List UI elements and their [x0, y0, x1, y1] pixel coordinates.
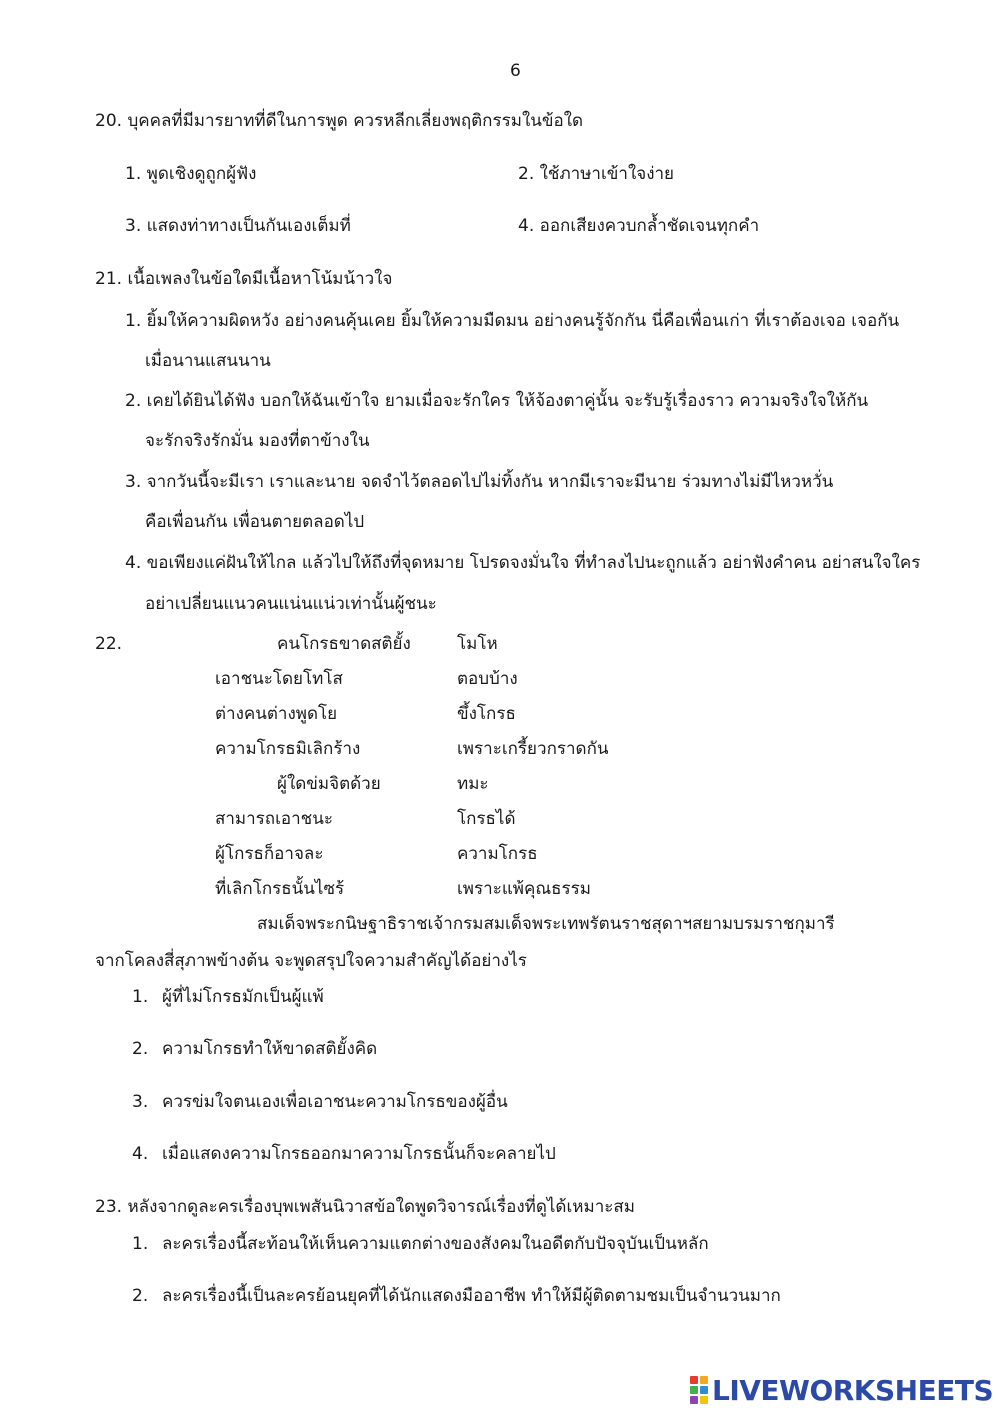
- poem-left-7: ผู้โกรธก็อาจละ: [215, 844, 324, 864]
- q20-question: 20. บุคคลที่มีมารยาทที่ดีในการพูด ควรหลีกเลี่ยงพฤติกรรมในข้อใด: [95, 111, 584, 131]
- liveworksheets-logo-text: LIVEWORKSHEETS: [712, 1373, 994, 1407]
- q23-option-1-num: 1.: [132, 1234, 149, 1254]
- q22-option-4[interactable]: เมื่อแสดงความโกรธออกมาความโกรธนั้นก็จะคลายไป: [162, 1144, 556, 1164]
- poem-attribution: สมเด็จพระกนิษฐาธิราชเจ้ากรมสมเด็จพระเทพรัตนราชสุดาฯสยามบรมราชกุมารี: [257, 914, 835, 934]
- q21-option-2-cont: จะรักจริงรักมั่น มองที่ตาข้างใน: [145, 431, 370, 451]
- logo-block-4: [700, 1386, 708, 1394]
- page-number: 6: [510, 61, 521, 81]
- poem-right-7: ความโกรธ: [457, 844, 538, 864]
- poem-left-1: คนโกรธขาดสติยั้ง: [277, 634, 411, 654]
- q21-option-1[interactable]: 1. ยิ้มให้ความผิดหวัง อย่างคนคุ้นเคย ยิ้มให้ความมืดมน อย่างคนรู้จักกัน นี่คือเพื่อนเก่า ที่เราต้องเจอ เจอกัน: [125, 311, 900, 331]
- q20-option-4[interactable]: 4. ออกเสียงควบกล้ำชัดเจนทุกคำ: [518, 216, 760, 236]
- poem-right-3: ขึ้งโกรธ: [457, 704, 516, 724]
- poem-right-4: เพราะเกรี้ยวกราดกัน: [457, 739, 609, 759]
- poem-left-8: ที่เลิกโกรธนั้นไซร้: [215, 879, 345, 899]
- poem-left-6: สามารถเอาชนะ: [215, 809, 333, 829]
- logo-block-3: [690, 1386, 698, 1394]
- q21-option-3-cont: คือเพื่อนกัน เพื่อนตายตลอดไป: [145, 512, 365, 532]
- liveworksheets-logo[interactable]: [690, 1372, 993, 1408]
- q23-option-2[interactable]: ละครเรื่องนี้เป็นละครย้อนยุคที่ได้นักแสดงมืออาชีพ ทำให้มีผู้ติดตามชมเป็นจำนวนมาก: [162, 1286, 781, 1306]
- q21-option-4[interactable]: 4. ขอเพียงแค่ฝันให้ไกล แล้วไปให้ถึงที่จุดหมาย โปรดจงมั่นใจ ที่ทำลงไปนะถูกแล้ว อย่าฟังคำคน อย่าสนใจใคร: [125, 553, 921, 573]
- q22-option-2[interactable]: ความโกรธทำให้ขาดสติยั้งคิด: [162, 1039, 378, 1059]
- poem-left-4: ความโกรธมิเลิกร้าง: [215, 739, 361, 759]
- q20-option-2[interactable]: 2. ใช้ภาษาเข้าใจง่าย: [518, 164, 675, 184]
- q21-question: 21. เนื้อเพลงในข้อใดมีเนื้อหาโน้มน้าวใจ: [95, 269, 393, 289]
- poem-right-2: ตอบบ้าง: [457, 669, 518, 689]
- q22-option-1-num: 1.: [132, 987, 149, 1007]
- q21-option-4-cont: อย่าเปลี่ยนแนวคนแน่นแน่วเท่านั้นผู้ชนะ: [145, 594, 437, 614]
- logo-block-2: [700, 1376, 708, 1384]
- q22-option-4-num: 4.: [132, 1144, 149, 1164]
- q20-option-1[interactable]: 1. พูดเชิงดูถูกผู้ฟัง: [125, 164, 257, 184]
- poem-right-1: โมโห: [457, 634, 498, 654]
- q21-option-1-cont: เมื่อนานแสนนาน: [145, 351, 271, 371]
- q21-option-3[interactable]: 3. จากวันนี้จะมีเรา เราและนาย จดจำไว้ตลอดไปไม่ทิ้งกัน หากมีเราจะมีนาย ร่วมทางไม่มีไหวหวั่น: [125, 472, 834, 492]
- liveworksheets-logo-icon: [690, 1376, 708, 1404]
- logo-block-5: [690, 1396, 698, 1404]
- q22-option-1[interactable]: ผู้ที่ไม่โกรธมักเป็นผู้แพ้: [162, 987, 324, 1007]
- poem-right-6: โกรธได้: [457, 809, 516, 829]
- q21-option-2[interactable]: 2. เคยได้ยินได้ฟัง บอกให้ฉันเข้าใจ ยามเมื่อจะรักใคร ให้จ้องตาคู่นั้น จะรับรู้เรื่องราว ความจริงใจให้กัน: [125, 391, 869, 411]
- q22-option-2-num: 2.: [132, 1039, 149, 1059]
- q22-option-3[interactable]: ควรข่มใจตนเองเพื่อเอาชนะความโกรธของผู้อื่น: [162, 1092, 508, 1112]
- q23-question: 23. หลังจากดูละครเรื่องบุพเพสันนิวาสข้อใดพูดวิจารณ์เรื่องที่ดูได้เหมาะสม: [95, 1197, 635, 1217]
- q23-option-2-num: 2.: [132, 1286, 149, 1306]
- poem-right-5: ทมะ: [457, 774, 489, 794]
- poem-left-5: ผู้ใดข่มจิตด้วย: [277, 774, 381, 794]
- q23-option-1[interactable]: ละครเรื่องนี้สะท้อนให้เห็นความแตกต่างของสังคมในอดีตกับปัจจุบันเป็นหลัก: [162, 1234, 709, 1254]
- q22-option-3-num: 3.: [132, 1092, 149, 1112]
- poem-right-8: เพราะแพ้คุณธรรม: [457, 879, 591, 899]
- logo-block-1: [690, 1376, 698, 1384]
- poem-left-2: เอาชนะโดยโทโส: [215, 669, 343, 689]
- q22-number: 22.: [95, 634, 123, 654]
- poem-left-3: ต่างคนต่างพูดโย: [215, 704, 338, 724]
- q20-option-3[interactable]: 3. แสดงท่าทางเป็นกันเองเต็มที่: [125, 216, 351, 236]
- q22-question: จากโคลงสี่สุภาพข้างต้น จะพูดสรุปใจความสำคัญได้อย่างไร: [95, 951, 527, 971]
- logo-block-6: [700, 1396, 708, 1404]
